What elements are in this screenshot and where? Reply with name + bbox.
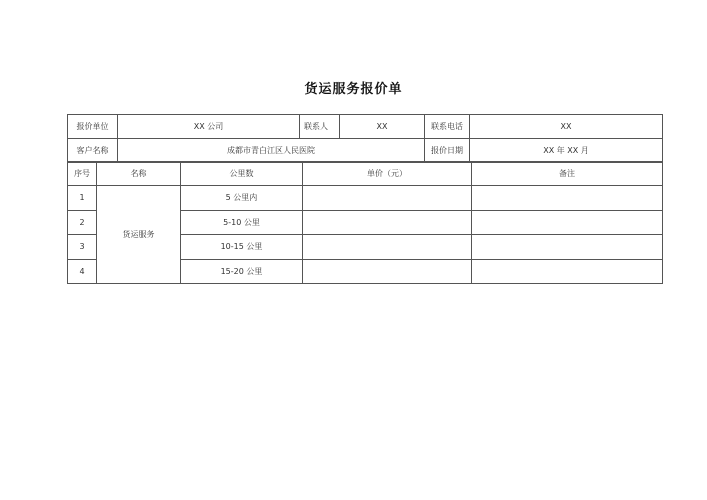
note-cell[interactable] xyxy=(472,235,663,260)
header-row-1 xyxy=(68,115,663,139)
col-header-price: 单价（元） xyxy=(303,162,472,186)
distance-cell: 15-20 公里 xyxy=(181,259,303,284)
distance-cell: 10-15 公里 xyxy=(181,235,303,260)
quote-header-table xyxy=(67,114,663,163)
price-cell[interactable] xyxy=(303,186,472,211)
contact-label: 联系人 xyxy=(300,115,340,139)
quote-unit-value: XX 公司 xyxy=(118,115,300,139)
quote-items-table xyxy=(67,161,663,284)
note-cell[interactable] xyxy=(472,259,663,284)
row-number: 2 xyxy=(68,210,97,235)
distance-cell: 5-10 公里 xyxy=(181,210,303,235)
col-header-note: 备注 xyxy=(472,162,663,186)
contact-value: XX xyxy=(340,115,425,139)
distance-cell: 5 公里内 xyxy=(181,186,303,211)
phone-label: 联系电话 xyxy=(425,115,470,139)
col-header-distance: 公里数 xyxy=(181,162,303,186)
price-cell[interactable] xyxy=(303,235,472,260)
items-header-row xyxy=(68,162,663,186)
quote-unit-label: 报价单位 xyxy=(68,115,118,139)
customer-name-value: 成都市青白江区人民医院 xyxy=(118,139,425,163)
row-number: 3 xyxy=(68,235,97,260)
price-cell[interactable] xyxy=(303,210,472,235)
col-header-name: 名称 xyxy=(97,162,181,186)
table-row xyxy=(68,186,663,211)
service-name: 货运服务 xyxy=(97,186,181,284)
quote-date-value: XX 年 XX 月 xyxy=(470,139,663,163)
phone-value: XX xyxy=(470,115,663,139)
row-number: 4 xyxy=(68,259,97,284)
note-cell[interactable] xyxy=(472,210,663,235)
note-cell[interactable] xyxy=(472,186,663,211)
row-number: 1 xyxy=(68,186,97,211)
customer-name-label: 客户名称 xyxy=(68,139,118,163)
quote-date-label: 报价日期 xyxy=(425,139,470,163)
header-row-2 xyxy=(68,139,663,163)
price-cell[interactable] xyxy=(303,259,472,284)
col-header-no: 序号 xyxy=(68,162,97,186)
page-title: 货运服务报价单 xyxy=(304,82,403,97)
